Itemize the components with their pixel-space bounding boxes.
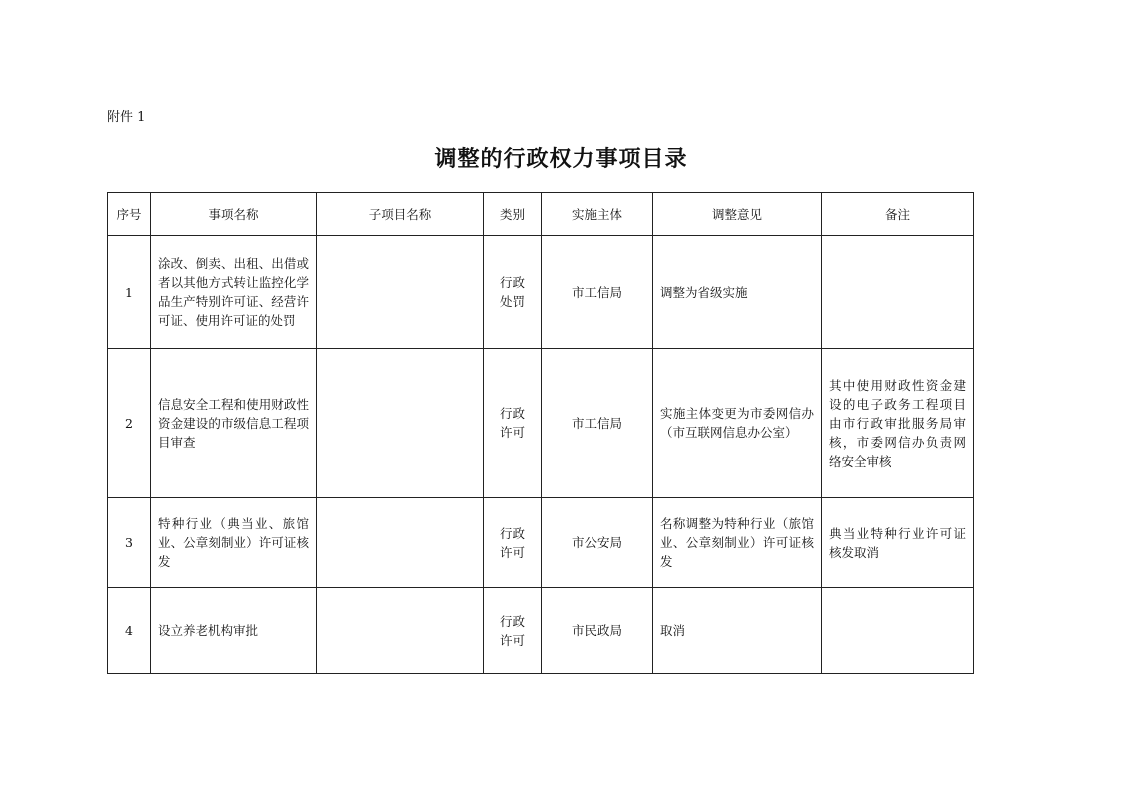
- table-row: [108, 588, 974, 674]
- cell-remark: [822, 588, 974, 674]
- cell-no: 2: [108, 349, 151, 498]
- cell-no: 4: [108, 588, 151, 674]
- cell-subitem-name: [317, 236, 484, 349]
- header-category: 类别: [484, 193, 542, 236]
- table-row: [108, 236, 974, 349]
- attachment-label: 附件 1: [107, 110, 146, 125]
- cell-remark: 典当业特种行业许可证核发取消: [822, 498, 974, 588]
- cell-subitem-name: [317, 498, 484, 588]
- category-text: 行政处罚: [499, 275, 525, 309]
- cell-category: [484, 349, 542, 498]
- cell-implementing-body: 市民政局: [542, 588, 653, 674]
- category-text: 行政许可: [499, 525, 525, 560]
- cell-implementing-body: 市工信局: [542, 349, 653, 498]
- cell-item-name: 设立养老机构审批: [151, 588, 317, 674]
- header-no: 序号: [108, 193, 151, 236]
- cell-item-name: 涂改、倒卖、出租、出借或者以其他方式转让监控化学品生产特别许可证、经营许可证、使用许可证的处罚: [151, 236, 317, 349]
- table-row: [108, 498, 974, 588]
- cell-category: [484, 498, 542, 588]
- cell-subitem-name: [317, 349, 484, 498]
- power-items-table: [107, 192, 974, 674]
- cell-no: 1: [108, 236, 151, 349]
- cell-implementing-body: 市工信局: [542, 236, 653, 349]
- cell-item-name: 特种行业（典当业、旅馆业、公章刻制业）许可证核发: [151, 498, 317, 588]
- cell-remark: [822, 236, 974, 349]
- category-text: 行政许可: [499, 613, 525, 648]
- cell-adjustment-opinion: 实施主体变更为市委网信办（市互联网信息办公室）: [653, 349, 822, 498]
- cell-no: 3: [108, 498, 151, 588]
- category-text: 行政许可: [499, 406, 525, 440]
- cell-category: [484, 588, 542, 674]
- cell-adjustment-opinion: 调整为省级实施: [653, 236, 822, 349]
- header-subitem-name: 子项目名称: [317, 193, 484, 236]
- header-item-name: 事项名称: [151, 193, 317, 236]
- cell-adjustment-opinion: 名称调整为特种行业（旅馆业、公章刻制业）许可证核发: [653, 498, 822, 588]
- table-row: [108, 349, 974, 498]
- cell-item-name: 信息安全工程和使用财政性资金建设的市级信息工程项目审查: [151, 349, 317, 498]
- header-implementing-body: 实施主体: [542, 193, 653, 236]
- cell-category: [484, 236, 542, 349]
- page-title: 调整的行政权力事项目录: [434, 146, 688, 172]
- cell-subitem-name: [317, 588, 484, 674]
- header-adjustment-opinion: 调整意见: [653, 193, 822, 236]
- cell-adjustment-opinion: 取消: [653, 588, 822, 674]
- cell-remark: 其中使用财政性资金建设的电子政务工程项目由市行政审批服务局审核，市委网信办负责网络安全审核: [822, 349, 974, 498]
- cell-implementing-body: 市公安局: [542, 498, 653, 588]
- header-remark: 备注: [822, 193, 974, 236]
- table-header-row: [108, 193, 974, 236]
